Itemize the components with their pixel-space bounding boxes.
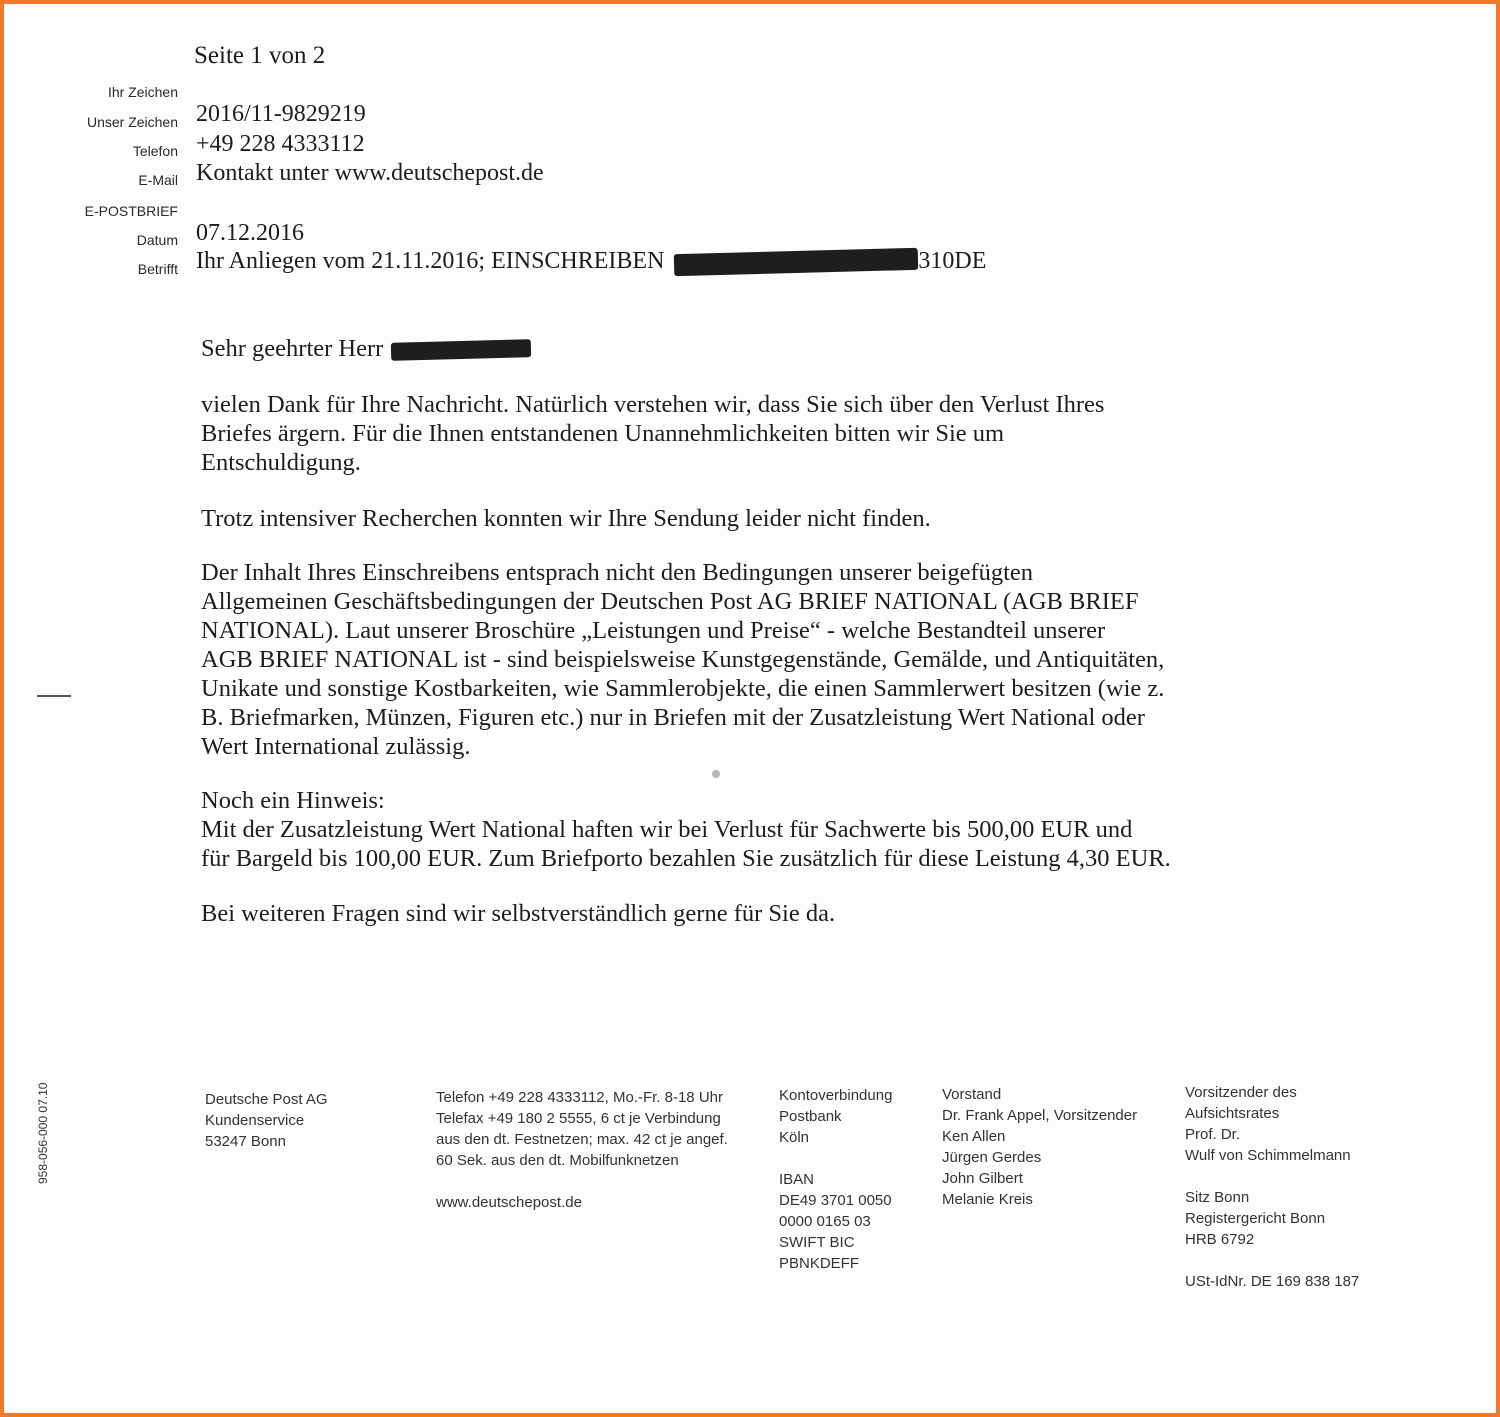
footer-line: Prof. Dr.	[1185, 1126, 1241, 1143]
text-line: Wert International zulässig.	[201, 733, 471, 760]
footer-line: Telefax +49 180 2 5555, 6 ct je Verbindung	[436, 1110, 721, 1127]
footer-address	[205, 1089, 328, 1152]
footer-line: Köln	[779, 1129, 810, 1146]
paragraph-4	[201, 786, 1311, 873]
betrifft-label: Betrifft	[137, 261, 178, 277]
footer-line: Wulf von Schimmelmann	[1185, 1147, 1351, 1164]
form-number: 958-056-000 07.10	[36, 1082, 50, 1184]
paragraph-1	[201, 390, 1311, 477]
redacted-tracking-number	[674, 248, 918, 276]
text-line: Der Inhalt Ihres Einschreibens entsprach nicht den Bedingungen unserer beigefügten	[201, 559, 1034, 586]
betrifft-prefix: Ihr Anliegen vom 21.11.2016; EINSCHREIBEN	[196, 248, 665, 274]
text-line: AGB BRIEF NATIONAL ist - sind beispielsweise Kunstgegenstände, Gemälde, und Antiquitäten,	[201, 646, 1165, 673]
redacted-name	[391, 340, 531, 362]
footer-spacer	[1185, 1250, 1359, 1271]
footer-line: Vorsitzender des	[1185, 1084, 1297, 1101]
paragraph-2	[201, 504, 1311, 533]
salutation	[201, 334, 1311, 363]
salutation-text: Sehr geehrter Herr	[201, 335, 384, 362]
footer-spacer	[436, 1171, 728, 1192]
text-line: Noch ein Hinweis:	[201, 787, 385, 814]
unser-zeichen-value: 2016/11-9829219	[196, 101, 366, 127]
footer-spacer	[779, 1148, 892, 1169]
footer-line: Postbank	[779, 1108, 842, 1125]
telefon-value: +49 228 4333112	[196, 131, 365, 157]
footer-line: Sitz Bonn	[1185, 1189, 1250, 1206]
ihr-zeichen-label: Ihr Zeichen	[107, 84, 178, 100]
footer-line: Aufsichtsrates	[1185, 1105, 1280, 1122]
datum-value: 07.12.2016	[196, 220, 304, 246]
paragraph-5	[201, 899, 1311, 928]
text-line: Mit der Zusatzleistung Wert National haften wir bei Verlust für Sachwerte bis 500,00 EUR und	[201, 816, 1133, 843]
footer-line: 0000 0165 03	[779, 1213, 871, 1230]
footer-line: DE49 3701 0050	[779, 1192, 892, 1209]
text-line: Trotz intensiver Recherchen konnten wir Ihre Sendung leider nicht finden.	[201, 505, 931, 532]
scan-speck	[712, 770, 720, 778]
footer-spacer	[1185, 1166, 1359, 1187]
footer-line: Kundenservice	[205, 1112, 305, 1129]
text-line: Allgemeinen Geschäftsbedingungen der Deutschen Post AG BRIEF NATIONAL (AGB BRIEF	[201, 588, 1139, 615]
footer-line: HRB 6792	[1185, 1231, 1255, 1248]
footer-line: IBAN	[779, 1171, 815, 1188]
unser-zeichen-label: Unser Zeichen	[86, 114, 178, 130]
text-line: Unikate und sonstige Kostbarkeiten, wie Sammlerobjekte, die einen Sammlerwert besitzen (wie z.	[201, 675, 1165, 702]
telefon-label: Telefon	[132, 143, 178, 159]
footer-line: Vorstand	[942, 1086, 1002, 1103]
datum-label: Datum	[136, 232, 178, 248]
footer-line: Dr. Frank Appel, Vorsitzender	[942, 1107, 1138, 1124]
footer-bank	[779, 1085, 892, 1274]
text-line: Bei weiteren Fragen sind wir selbstverständlich gerne für Sie da.	[201, 900, 836, 927]
fold-mark	[37, 695, 71, 697]
footer-line: John Gilbert	[942, 1170, 1023, 1187]
footer-vat-id: USt-IdNr. DE 169 838 187	[1185, 1273, 1360, 1290]
text-line: B. Briefmarken, Münzen, Figuren etc.) nur in Briefen mit der Zusatzleistung Wert National oder	[201, 704, 1145, 731]
betrifft-suffix: 310DE	[918, 248, 987, 274]
footer-line: Telefon +49 228 4333112, Mo.-Fr. 8-18 Uhr	[436, 1089, 723, 1106]
betrifft-value	[196, 248, 986, 275]
footer-line: Jürgen Gerdes	[942, 1149, 1042, 1166]
email-label: E-Mail	[138, 172, 178, 188]
text-line: Entschuldigung.	[201, 449, 361, 476]
footer-line: Deutsche Post AG	[205, 1091, 328, 1108]
footer-registry	[1185, 1082, 1359, 1292]
paragraph-3	[201, 558, 1311, 761]
footer-contact	[436, 1087, 728, 1213]
footer-line: aus den dt. Festnetzen; max. 42 ct je angef.	[436, 1131, 728, 1148]
footer-line: Kontoverbindung	[779, 1087, 893, 1104]
footer-line: PBNKDEFF	[779, 1255, 860, 1272]
footer-board	[942, 1084, 1137, 1210]
footer-line: Ken Allen	[942, 1128, 1006, 1145]
footer-line: 60 Sek. aus den dt. Mobilfunknetzen	[436, 1152, 679, 1169]
epostbrief-label: E-POSTBRIEF	[84, 203, 178, 219]
footer-website: www.deutschepost.de	[436, 1194, 582, 1211]
text-line: für Bargeld bis 100,00 EUR. Zum Briefporto bezahlen Sie zusätzlich für diese Leistung 4,30 EUR.	[201, 845, 1171, 872]
letter-page	[4, 4, 1496, 1413]
text-line: vielen Dank für Ihre Nachricht. Natürlich verstehen wir, dass Sie sich über den Verlust Ihres	[201, 391, 1105, 418]
footer-line: Registergericht Bonn	[1185, 1210, 1326, 1227]
page-indicator: Seite 1 von 2	[194, 42, 326, 69]
footer-line: Melanie Kreis	[942, 1191, 1033, 1208]
footer-line: 53247 Bonn	[205, 1133, 286, 1150]
footer-line: SWIFT BIC	[779, 1234, 855, 1251]
email-value: Kontakt unter www.deutschepost.de	[196, 160, 544, 186]
text-line: Briefes ärgern. Für die Ihnen entstandenen Unannehmlichkeiten bitten wir Sie um	[201, 420, 1005, 447]
text-line: NATIONAL). Laut unserer Broschüre „Leistungen und Preise“ - welche Bestandteil unserer	[201, 617, 1106, 644]
